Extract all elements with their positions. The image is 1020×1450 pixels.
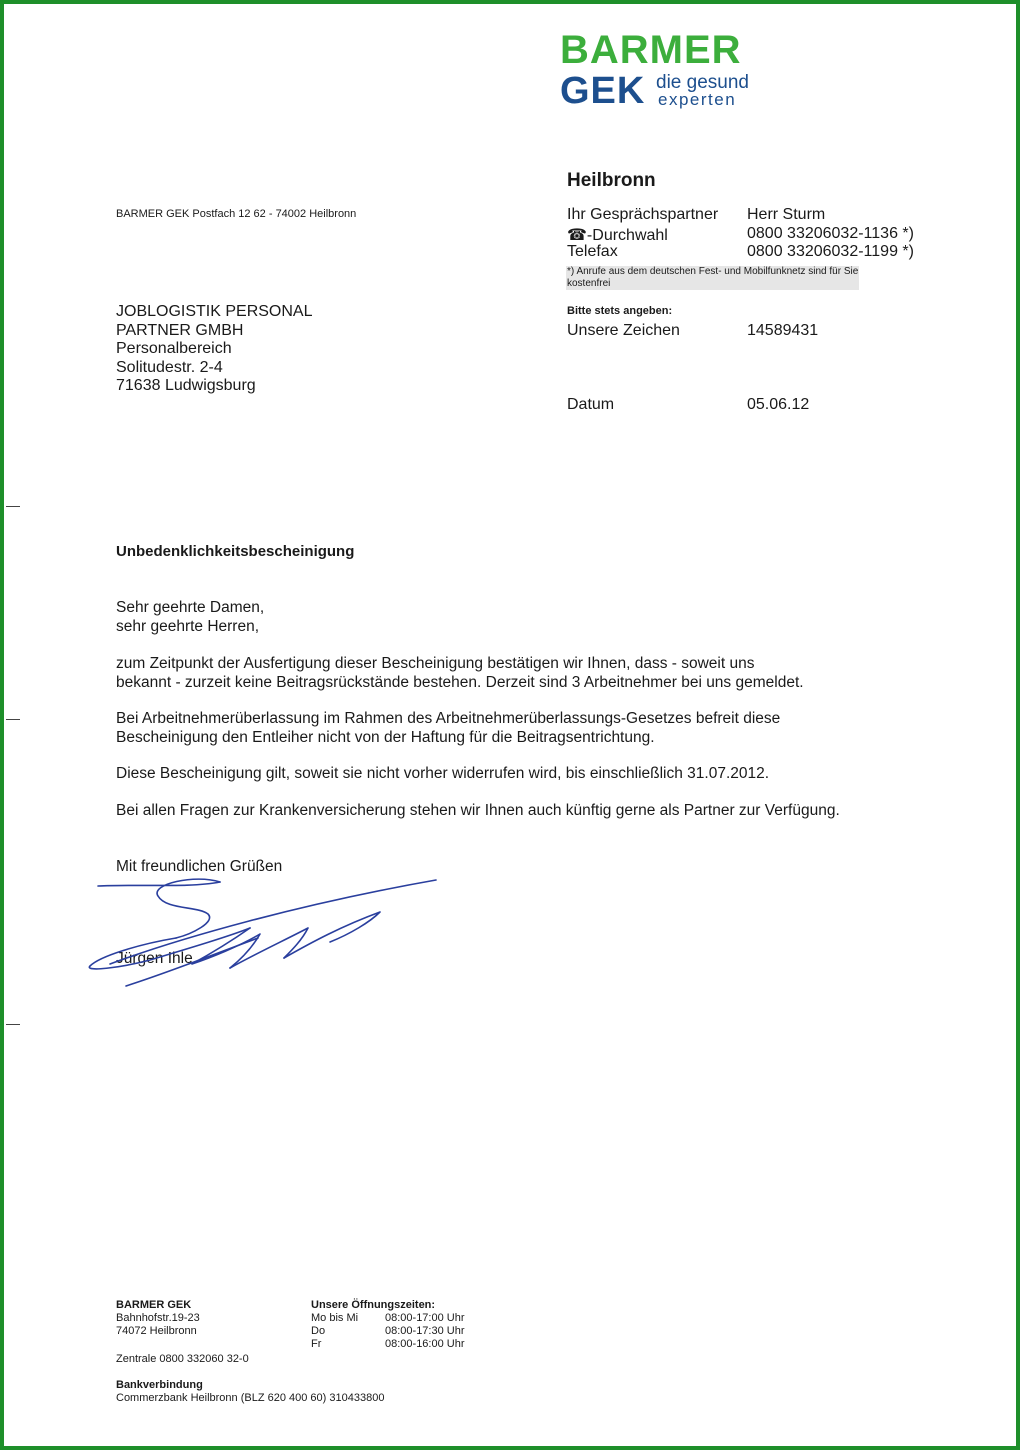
logo-gek: GEK [560,70,646,112]
footer-street: Bahnhofstr.19-23 [116,1312,200,1324]
reference-label: Unsere Zeichen [567,322,680,339]
free-call-note-line1: *) Anrufe aus dem deutschen Fest- und Mobilfunknetz sind für Sie [567,266,859,277]
hours-time: 08:00-16:00 Uhr [385,1338,465,1350]
hours-time: 08:00-17:30 Uhr [385,1325,465,1337]
paragraph-line: bekannt - zurzeit keine Beitragsrückstände bestehen. Derzeit sind 3 Arbeitnehmer bei uns gemeldet. [116,674,804,691]
date-value: 05.06.12 [747,396,810,413]
hours-time: 08:00-17:00 Uhr [385,1312,465,1324]
paragraph-line: Bei Arbeitnehmerüberlassung im Rahmen des Arbeitnehmerüberlassungs-Gesetzes befreit diese [116,710,781,727]
fax-value: 0800 33206032-1199 *) [747,243,914,260]
fold-mark [6,506,20,507]
paragraph-line: zum Zeitpunkt der Ausfertigung dieser Bescheinigung bestätigen wir Ihnen, dass - soweit uns [116,655,755,672]
recipient-line: Solitudestr. 2-4 [116,358,223,376]
footer-address [116,1299,200,1338]
recipient-line: PARTNER GMBH [116,321,244,339]
fold-mark [6,1024,20,1025]
footer-city: 74072 Heilbronn [116,1325,197,1337]
logo-barmer: BARMER [560,28,742,72]
free-call-note-line2: kostenfrei [567,278,611,289]
phone-label: ☎-Durchwahl [567,227,668,244]
hours-days: Mo bis Mi [311,1312,359,1324]
partner-value: Herr Sturm [747,206,826,223]
signatory-name: Jürgen Ihle [116,950,193,967]
hours-row [311,1338,465,1351]
recipient-line: Personalbereich [116,340,232,357]
fax-label: Telefax [567,243,618,260]
recipient-line: JOBLOGISTIK PERSONAL [116,303,313,320]
partner-label: Ihr Gesprächspartner [567,206,719,223]
sender-address-line: BARMER GEK Postfach 12 62 - 74002 Heilbronn [116,208,357,220]
phone-value: 0800 33206032-1136 *) [747,225,914,242]
opening-hours [311,1299,465,1351]
branch-city: Heilbronn [567,170,656,191]
salutation-line: sehr geehrte Herren, [116,618,260,635]
paragraph-1 [116,654,804,692]
paragraph-3: Diese Bescheinigung gilt, soweit sie nicht vorher widerrufen wird, bis einschließlich 31.07.2012. [116,765,770,782]
logo-tagline-2: experten [658,90,737,109]
bank-details: Commerzbank Heilbronn (BLZ 620 400 60) 310433800 [116,1392,385,1404]
hours-row [311,1312,465,1325]
bank-heading: Bankverbindung [116,1379,203,1391]
footer-company: BARMER GEK [116,1299,192,1311]
handwritten-signature [80,868,450,993]
free-call-note [566,266,859,290]
logo-tagline-1: die gesund [656,72,749,93]
letter-subject: Unbedenklichkeitsbescheinigung [116,543,355,560]
paragraph-line: Bescheinigung den Entleiher nicht von der Haftung für die Beitragsentrichtung. [116,729,655,746]
hours-days: Fr [311,1338,322,1350]
paragraph-4: Bei allen Fragen zur Krankenversicherung stehen wir Ihnen auch künftig gerne als Partner zur Verfügung. [116,802,840,819]
recipient-line: 71638 Ludwigsburg [116,377,256,394]
salutation-line: Sehr geehrte Damen, [116,599,265,616]
paragraph-2 [116,709,780,747]
reference-value: 14589431 [747,322,819,339]
closing: Mit freundlichen Grüßen [116,858,283,875]
hours-row [311,1325,465,1338]
footer-bank [116,1379,384,1405]
salutation [116,598,264,636]
recipient-address [116,303,313,396]
hours-heading: Unsere Öffnungszeiten: [311,1299,436,1311]
date-label: Datum [567,396,615,413]
reference-heading: Bitte stets angeben: [567,305,673,317]
punch-mark [6,719,20,720]
hours-days: Do [311,1325,326,1337]
footer-central: Zentrale 0800 332060 32-0 [116,1353,249,1365]
